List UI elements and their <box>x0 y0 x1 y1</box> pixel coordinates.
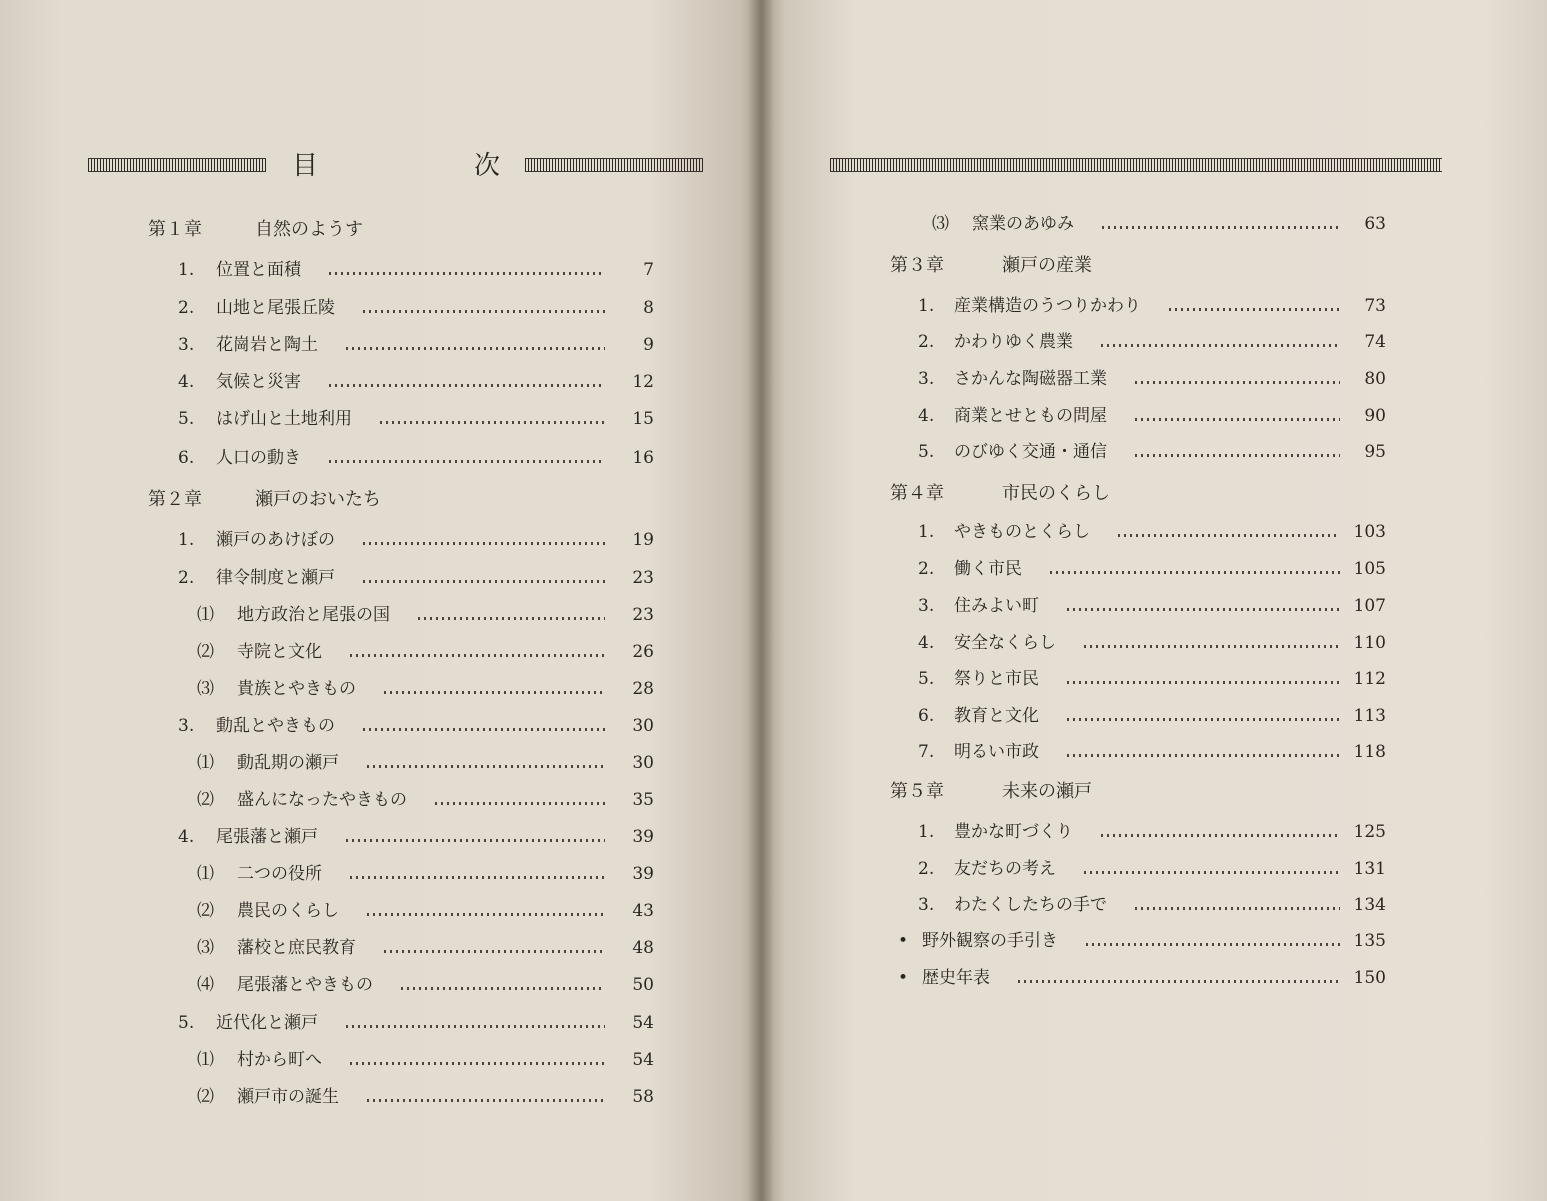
toc-page-number: 48 <box>632 938 654 958</box>
heading-rule-top <box>830 158 1442 172</box>
toc-label: 窯業のあゆみ <box>972 214 1074 234</box>
toc-number: ⑴ <box>197 864 214 884</box>
toc-label: 尾張藩とやきもの <box>237 975 373 995</box>
leader-dots <box>1101 834 1340 837</box>
bullet-icon: • <box>898 968 909 988</box>
toc-number: 1. <box>918 822 935 842</box>
toc-number: 第４章 <box>890 483 944 504</box>
leader-dots <box>1018 980 1340 983</box>
leader-dots <box>346 1025 605 1028</box>
toc-page-number: 73 <box>1364 296 1386 316</box>
toc-number: 第３章 <box>890 255 944 276</box>
toc-label: 祭りと市民 <box>954 669 1039 689</box>
toc-label: 瀬戸の産業 <box>1002 255 1092 276</box>
toc-number: 3. <box>918 596 935 616</box>
toc-page-number: 23 <box>632 568 654 588</box>
toc-label: 寺院と文化 <box>237 642 322 662</box>
toc-page-number: 150 <box>1353 968 1386 988</box>
toc-label: 動乱とやきもの <box>216 716 335 736</box>
toc-label: 貴族とやきもの <box>237 679 356 699</box>
leader-dots <box>384 950 605 953</box>
toc-number: 1. <box>178 260 195 280</box>
leader-dots <box>1050 571 1340 574</box>
toc-label: 気候と災害 <box>216 372 301 392</box>
leader-dots <box>1135 418 1340 421</box>
leader-dots <box>1067 754 1340 757</box>
toc-number: ⑵ <box>197 901 214 921</box>
toc-number: ⑵ <box>197 790 214 810</box>
toc-page-number: 134 <box>1353 895 1386 915</box>
toc-label: わたくしたちの手で <box>954 895 1107 915</box>
leader-dots <box>1067 681 1340 684</box>
toc-page-number: 9 <box>643 335 654 355</box>
toc-number: ⑷ <box>197 975 214 995</box>
leader-dots <box>1135 381 1340 384</box>
toc-page-number: 58 <box>632 1087 654 1107</box>
leader-dots <box>346 347 605 350</box>
toc-label: 市民のくらし <box>1002 483 1110 504</box>
leader-dots <box>363 310 605 313</box>
toc-label: 瀬戸のあけぼの <box>216 530 335 550</box>
toc-label: 瀬戸のおいたち <box>255 489 381 510</box>
toc-page-number: 8 <box>643 298 654 318</box>
toc-page-number: 23 <box>632 605 654 625</box>
toc-number: 5. <box>918 442 935 462</box>
toc-page-number: 112 <box>1353 669 1386 689</box>
leader-dots <box>367 765 605 768</box>
toc-number: 6. <box>178 448 195 468</box>
toc-label: 花崗岩と陶土 <box>216 335 318 355</box>
book-gutter <box>748 0 774 1201</box>
heading-rule-left <box>88 158 266 172</box>
toc-page-number: 90 <box>1364 406 1386 426</box>
toc-page-number: 7 <box>643 260 654 280</box>
toc-number: 5. <box>178 1013 195 1033</box>
leader-dots <box>363 580 605 583</box>
leader-dots <box>363 542 605 545</box>
toc-page-number: 54 <box>632 1050 654 1070</box>
toc-label: 動乱期の瀬戸 <box>237 753 339 773</box>
toc-number: 1. <box>918 296 935 316</box>
heading-rule-right <box>525 158 703 172</box>
leader-dots <box>1086 943 1340 946</box>
leader-dots <box>1067 608 1340 611</box>
toc-number: ⑶ <box>932 214 949 234</box>
toc-number: 3. <box>178 335 195 355</box>
toc-number: 1. <box>918 522 935 542</box>
toc-number: 7. <box>918 742 935 762</box>
toc-number: 4. <box>918 633 935 653</box>
leader-dots <box>384 691 605 694</box>
leader-dots <box>363 728 605 731</box>
toc-page-number: 30 <box>632 716 654 736</box>
toc-page-number: 110 <box>1353 633 1386 653</box>
toc-page-number: 135 <box>1353 931 1386 951</box>
toc-label: 歴史年表 <box>922 968 990 988</box>
toc-label: 人口の動き <box>216 448 301 468</box>
toc-label: さかんな陶磁器工業 <box>954 369 1107 389</box>
leader-dots <box>367 1099 605 1102</box>
toc-number: ⑵ <box>197 642 214 662</box>
toc-label: 産業構造のうつりかわり <box>954 296 1141 316</box>
leader-dots <box>350 654 605 657</box>
toc-heading-char-1: 目 <box>292 151 319 181</box>
toc-label: 農民のくらし <box>237 901 339 921</box>
leader-dots <box>1101 344 1340 347</box>
leader-dots <box>329 460 605 463</box>
toc-page-number: 105 <box>1353 559 1386 579</box>
leader-dots <box>380 421 605 424</box>
toc-page-number: 113 <box>1353 706 1386 726</box>
leader-dots <box>1169 308 1340 311</box>
leader-dots <box>1084 871 1340 874</box>
toc-heading-char-2: 次 <box>474 151 501 181</box>
toc-number: 3. <box>918 895 935 915</box>
toc-number: 2. <box>918 332 935 352</box>
toc-page-number: 39 <box>632 827 654 847</box>
toc-page-number: 26 <box>632 642 654 662</box>
toc-page-number: 103 <box>1353 522 1386 542</box>
toc-number: 2. <box>918 859 935 879</box>
toc-number: 4. <box>178 827 195 847</box>
leader-dots <box>401 987 605 990</box>
toc-label: 商業とせともの問屋 <box>954 406 1107 426</box>
leader-dots <box>329 272 605 275</box>
toc-number: 6. <box>918 706 935 726</box>
toc-page-number: 125 <box>1353 822 1386 842</box>
toc-page-number: 118 <box>1353 742 1386 762</box>
leader-dots <box>1102 226 1340 229</box>
toc-label: 位置と面積 <box>216 260 301 280</box>
leader-dots <box>329 384 605 387</box>
leader-dots <box>350 1062 605 1065</box>
toc-page-number: 107 <box>1353 596 1386 616</box>
toc-number: 2. <box>918 559 935 579</box>
toc-number: ⑶ <box>197 938 214 958</box>
toc-page-number: 39 <box>632 864 654 884</box>
toc-number: ⑵ <box>197 1087 214 1107</box>
toc-number: 第１章 <box>148 219 202 240</box>
toc-number: 1. <box>178 530 195 550</box>
toc-number: ⑶ <box>197 679 214 699</box>
leader-dots <box>1135 454 1340 457</box>
toc-number: 3. <box>178 716 195 736</box>
leader-dots <box>367 913 605 916</box>
toc-page-number: 50 <box>632 975 654 995</box>
toc-label: 瀬戸市の誕生 <box>237 1087 339 1107</box>
toc-label: 盛んになったやきもの <box>237 790 407 810</box>
toc-label: のびゆく交通・通信 <box>954 442 1107 462</box>
toc-label: 藩校と庶民教育 <box>237 938 356 958</box>
toc-label: 安全なくらし <box>954 633 1056 653</box>
toc-number: ⑴ <box>197 605 214 625</box>
toc-number: 3. <box>918 369 935 389</box>
toc-label: 二つの役所 <box>237 864 322 884</box>
toc-page-number: 43 <box>632 901 654 921</box>
toc-number: 4. <box>178 372 195 392</box>
toc-number: ⑴ <box>197 1050 214 1070</box>
toc-page-number: 74 <box>1364 332 1386 352</box>
toc-page-number: 15 <box>632 409 654 429</box>
leader-dots <box>346 839 605 842</box>
bullet-icon: • <box>898 931 909 951</box>
toc-label: 山地と尾張丘陵 <box>216 298 335 318</box>
leader-dots <box>350 876 605 879</box>
toc-label: 教育と文化 <box>954 706 1039 726</box>
toc-page-number: 28 <box>632 679 654 699</box>
toc-number: ⑴ <box>197 753 214 773</box>
toc-label: 友だちの考え <box>954 859 1056 879</box>
toc-page-number: 63 <box>1364 214 1386 234</box>
leader-dots <box>1118 534 1340 537</box>
toc-number: 5. <box>178 409 195 429</box>
toc-label: 自然のようす <box>255 219 363 240</box>
toc-label: やきものとくらし <box>954 522 1090 542</box>
toc-page-number: 19 <box>632 530 654 550</box>
right-page <box>762 0 1547 1201</box>
toc-label: 律令制度と瀬戸 <box>216 568 335 588</box>
toc-label: はげ山と土地利用 <box>216 409 352 429</box>
toc-label: 尾張藩と瀬戸 <box>216 827 318 847</box>
toc-page-number: 12 <box>632 372 654 392</box>
toc-number: 第５章 <box>890 781 944 802</box>
leader-dots <box>435 802 605 805</box>
toc-label: 明るい市政 <box>954 742 1039 762</box>
toc-page-number: 80 <box>1364 369 1386 389</box>
toc-label: かわりゆく農業 <box>954 332 1073 352</box>
left-page <box>0 0 762 1201</box>
toc-label: 地方政治と尾張の国 <box>237 605 390 625</box>
toc-label: 村から町へ <box>237 1050 322 1070</box>
toc-page-number: 30 <box>632 753 654 773</box>
leader-dots <box>418 617 605 620</box>
toc-page-number: 95 <box>1364 442 1386 462</box>
toc-number: 2. <box>178 298 195 318</box>
leader-dots <box>1135 907 1340 910</box>
toc-number: 第２章 <box>148 489 202 510</box>
leader-dots <box>1067 718 1340 721</box>
toc-label: 働く市民 <box>954 559 1022 579</box>
toc-label: 近代化と瀬戸 <box>216 1013 318 1033</box>
toc-label: 未来の瀬戸 <box>1002 781 1092 802</box>
toc-page-number: 54 <box>632 1013 654 1033</box>
toc-label: 野外観察の手引き <box>922 931 1058 951</box>
leader-dots <box>1084 645 1340 648</box>
toc-page-number: 16 <box>632 448 654 468</box>
toc-page-number: 35 <box>632 790 654 810</box>
toc-label: 住みよい町 <box>954 596 1039 616</box>
toc-number: 4. <box>918 406 935 426</box>
toc-page-number: 131 <box>1353 859 1386 879</box>
toc-number: 5. <box>918 669 935 689</box>
toc-number: 2. <box>178 568 195 588</box>
toc-label: 豊かな町づくり <box>954 822 1073 842</box>
